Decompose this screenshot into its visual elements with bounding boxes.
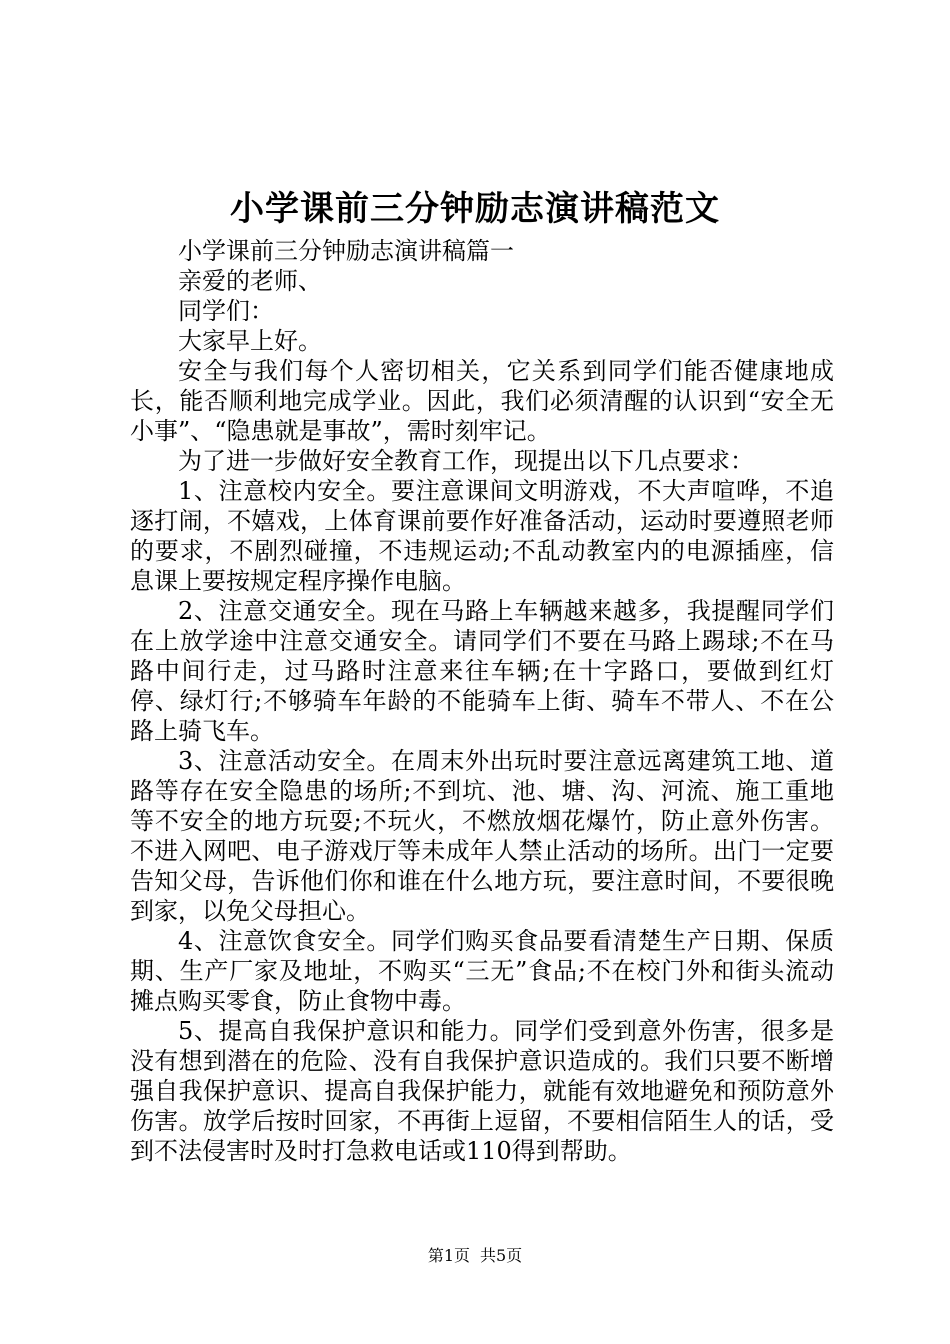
document-body (130, 236, 834, 1166)
paragraph-point-3: 3、注意活动安全。在周末外出玩时要注意远离建筑工地、道路等存在安全隐患的场所;不到坑、池、塘、沟、河流、施工重地等不安全的地方玩耍;不玩火，不燃放烟花爆竹，防止意外伤害。不进入网吧、电子游戏厅等未成年人禁止活动的场所。出门一定要告知父母，告诉他们你和谁在什么地方玩，要注意时间，不要很晚到家，以免父母担心。 (130, 747, 834, 925)
paragraph-point-4: 4、注意饮食安全。同学们购买食品要看清楚生产日期、保质期、生产厂家及地址，不购买“三无”食品;不在校门外和街头流动摊点购买零食，防止食物中毒。 (130, 927, 834, 1015)
page-footer (0, 1246, 950, 1266)
paragraph-greeting-students: 同学们： (178, 297, 274, 325)
paragraph-greeting-teachers: 亲爱的老师、 (178, 267, 322, 295)
paragraph-subtitle: 小学课前三分钟励志演讲稿篇一 (178, 237, 514, 265)
document-title: 小学课前三分钟励志演讲稿范文 (230, 189, 720, 229)
paragraph-point-5: 5、提高自我保护意识和能力。同学们受到意外伤害，很多是没有想到潜在的危险、没有自我保护意识造成的。我们只要不断增强自我保护意识、提高自我保护能力，就能有效地避免和预防意外伤害。放学后按时回家，不再街上逗留，不要相信陌生人的话，受到不法侵害时及时打急救电话或110得到帮助。 (130, 1017, 834, 1165)
paragraph-requirements-intro: 为了进一步做好安全教育工作，现提出以下几点要求： (178, 447, 754, 475)
paragraph-point-2: 2、注意交通安全。现在马路上车辆越来越多，我提醒同学们在上放学途中注意交通安全。请同学们不要在马路上踢球;不在马路中间行走，过马路时注意来往车辆;在十字路口，要做到红灯停、绿灯行;不够骑车年龄的不能骑车上街、骑车不带人、不在公路上骑飞车。 (130, 597, 834, 745)
paragraph-good-morning: 大家早上好。 (178, 327, 322, 355)
paragraph-safety-intro: 安全与我们每个人密切相关，它关系到同学们能否健康地成长，能否顺利地完成学业。因此，我们必须清醒的认识到“安全无小事”、“隐患就是事故”，需时刻牢记。 (130, 357, 834, 445)
paragraph-point-1: 1、注意校内安全。要注意课间文明游戏，不大声喧哗，不追逐打闹，不嬉戏，上体育课前要作好准备活动，运动时要遵照老师的要求，不剧烈碰撞，不违规运动;不乱动教室内的电源插座，信息课上要按规定程序操作电脑。 (130, 477, 834, 595)
page-number-current: 第1页 (427, 1246, 470, 1265)
page-number-total: 共5页 (480, 1246, 523, 1265)
